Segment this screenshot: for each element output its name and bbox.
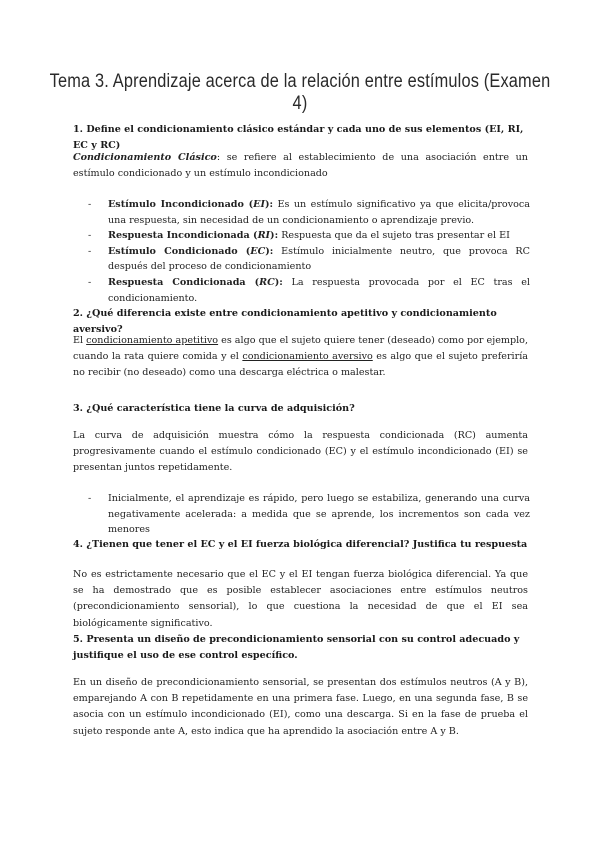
- question-4-answer: No es estrictamente necesario que el EC y el EI tengan fuerza biológica diferencial. Ya que se ha demostrado que es posible establecer asociaciones entre estímulos neutros (precondicionamiento sensorial), lo que cuestiona la necesidad de que el EI sea biológicamente significativo.: [73, 569, 528, 629]
- list-item: - Estímulo Incondicionado (EI): Es un estímulo significativo ya que elicita/provoca una respuesta, sin necesidad de un condicionamiento o aprendizaje previo.: [88, 197, 530, 228]
- list-item: - Respuesta Condicionada (RC): La respuesta provocada por el EC tras el condicionamiento.: [88, 275, 530, 306]
- intro-text: : se refiere al establecimiento de una asociación entre un estímulo condicionado y un estímulo incondicionado: [73, 152, 528, 180]
- question-1-list: [88, 197, 530, 306]
- page-title: Tema 3. Aprendizaje acerca de la relación entre estímulos (Examen 4): [49, 71, 551, 114]
- question-3-list: [88, 491, 530, 538]
- list-item: - Respuesta Incondicionada (RI): Respuesta que da el sujeto tras presentar el EI: [88, 228, 530, 244]
- question-4-heading: 4. ¿Tienen que tener el EC y el EI fuerza biológica diferencial? Justifica tu respuesta: [73, 539, 528, 550]
- question-3-answer: La curva de adquisición muestra cómo la respuesta condicionada (RC) aumenta progresivamente cuando el estímulo condicionado (EC) y el estímulo incondicionado (EI) se presentan juntos repetidamente.: [73, 430, 528, 474]
- question-5-answer: En un diseño de precondicionamiento sensorial, se presentan dos estímulos neutros (A y B), emparejando A con B repetidamente en una primera fase. Luego, en una segunda fase, B se asocia con un estímulo incondicionado (EI), como una descarga. Si en la fase de prueba el sujeto responde ante A, esto indica que ha aprendido la asociación entre A y B.: [73, 677, 528, 737]
- intro-lead-term: Condicionamiento Clásico: [73, 152, 217, 163]
- question-2-heading: 2. ¿Qué diferencia existe entre condicionamiento apetitivo y condicionamiento aversivo?: [73, 308, 497, 335]
- underlined-term: condicionamiento apetitivo: [86, 335, 219, 346]
- list-item: - Estímulo Condicionado (EC): Estímulo inicialmente neutro, que provoca RC después del proceso de condicionamiento: [88, 244, 530, 275]
- underlined-term: condicionamiento aversivo: [242, 351, 373, 363]
- question-3-heading: 3. ¿Qué característica tiene la curva de adquisición?: [73, 403, 355, 414]
- question-1-intro: [73, 150, 528, 182]
- list-item: - Inicialmente, el aprendizaje es rápido, pero luego se estabiliza, generando una curva negativamente acelerada: a medida que se aprende, los incrementos son cada vez menores: [88, 491, 530, 538]
- question-1-heading: 1. Define el condicionamiento clásico estándar y cada uno de sus elementos (EI, RI, EC y RC): [73, 124, 524, 151]
- question-2-answer: El condicionamiento apetitivo es algo que el sujeto quiere tener (deseado) como por ejemplo, cuando la rata quiere comida y el condicionamiento aversivo es algo que el sujeto preferiría no recibir (no deseado) como una descarga eléctrica o malestar.: [73, 335, 529, 379]
- question-5-heading: 5. Presenta un diseño de precondicionamiento sensorial con su control adecuado y justifique el uso de ese control específico.: [73, 634, 520, 661]
